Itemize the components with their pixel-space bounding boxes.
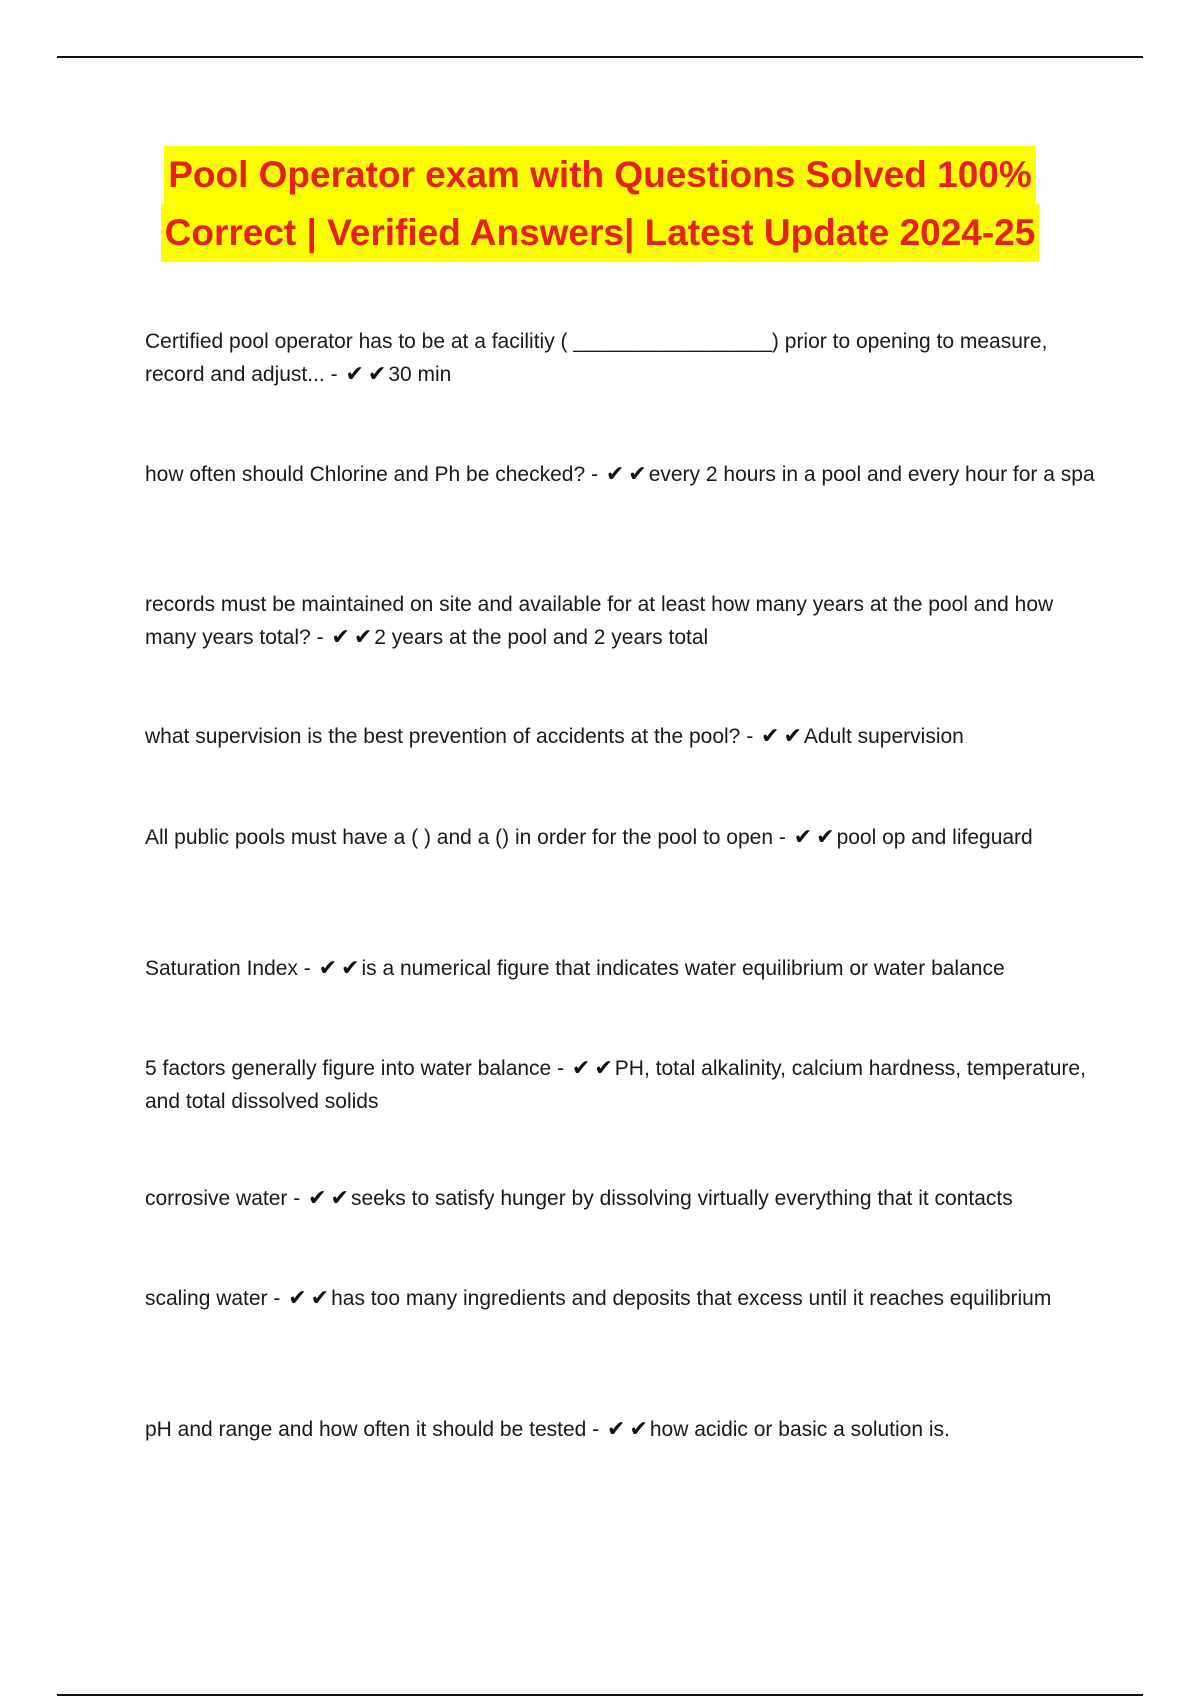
checkmark-icon: ✔ bbox=[607, 1417, 626, 1442]
answer-text: has too many ingredients and deposits that excess until it reaches equilibrium bbox=[331, 1287, 1052, 1310]
question-text: how often should Chlorine and Ph be checked? bbox=[145, 463, 586, 486]
checkmark-icon: ✔ bbox=[628, 462, 647, 487]
checkmark-icon: ✔ bbox=[331, 625, 350, 650]
checkmark-icon: ✔ bbox=[345, 362, 364, 387]
qa-item: All public pools must have a ( ) and a () in order for the pool to open - ✔ ✔pool op and lifeguard bbox=[145, 821, 1095, 854]
answer-text: how acidic or basic a solution is. bbox=[649, 1418, 950, 1441]
question-text: scaling water bbox=[145, 1287, 268, 1310]
checkmark-icon: ✔ bbox=[367, 362, 387, 387]
qa-item: how often should Chlorine and Ph be checked? - ✔ ✔every 2 hours in a pool and every hour for a spa bbox=[145, 458, 1095, 491]
answer-text: 2 years at the pool and 2 years total bbox=[374, 626, 709, 649]
answer-text: 30 min bbox=[388, 363, 452, 386]
top-rule bbox=[57, 56, 1143, 58]
question-text: Saturation Index bbox=[145, 957, 298, 980]
qa-item: what supervision is the best prevention of accidents at the pool? - ✔ ✔Adult supervision bbox=[145, 720, 1095, 753]
question-text: All public pools must have a ( ) and a () in order for the pool to open bbox=[145, 826, 774, 849]
question-text: records must be maintained on site and available for at least how many years at the pool and how many years total? bbox=[145, 593, 1054, 649]
answer-text: Adult supervision bbox=[803, 725, 964, 748]
qa-item: scaling water - ✔ ✔has too many ingredients and deposits that excess until it reaches equilibrium bbox=[145, 1282, 1095, 1315]
checkmark-icon: ✔ bbox=[341, 956, 360, 981]
checkmark-icon: ✔ bbox=[629, 1417, 648, 1442]
question-text: Certified pool operator has to be at a facilitiy ( _________________) prior to opening to measure, record and adjust... bbox=[145, 330, 1048, 386]
checkmark-icon: ✔ bbox=[288, 1286, 307, 1311]
answer-text: is a numerical figure that indicates water equilibrium or water balance bbox=[361, 957, 1005, 980]
qa-item: Certified pool operator has to be at a facilitiy ( _________________) prior to opening to measure, record and adjust... - ✔ ✔30 min bbox=[145, 325, 1095, 391]
checkmark-icon: ✔ bbox=[308, 1186, 327, 1211]
question-text: what supervision is the best prevention of accidents at the pool? bbox=[145, 725, 741, 748]
title-line-1: Pool Operator exam with Questions Solved 100% bbox=[164, 146, 1036, 204]
checkmark-icon: ✔ bbox=[310, 1286, 330, 1311]
checkmark-icon: ✔ bbox=[353, 625, 373, 650]
checkmark-icon: ✔ bbox=[605, 462, 625, 487]
answer-text: pool op and lifeguard bbox=[836, 826, 1033, 849]
qa-item: corrosive water - ✔ ✔seeks to satisfy hunger by dissolving virtually everything that it contacts bbox=[145, 1182, 1095, 1215]
question-text: corrosive water bbox=[145, 1187, 288, 1210]
answer-text: every 2 hours in a pool and every hour for a spa bbox=[648, 463, 1095, 486]
checkmark-icon: ✔ bbox=[816, 825, 835, 850]
checkmark-icon: ✔ bbox=[330, 1186, 349, 1211]
checkmark-icon: ✔ bbox=[783, 724, 802, 749]
bottom-rule bbox=[57, 1694, 1143, 1696]
question-text: 5 factors generally figure into water balance bbox=[145, 1057, 552, 1080]
qa-item: Saturation Index - ✔ ✔is a numerical figure that indicates water equilibrium or water balance bbox=[145, 952, 1095, 985]
checkmark-icon: ✔ bbox=[761, 724, 780, 749]
qa-item: records must be maintained on site and available for at least how many years at the pool and how many years total? - ✔ ✔2 years at the pool and 2 years total bbox=[145, 588, 1095, 654]
title-line-2: Correct | Verified Answers| Latest Update 2024-25 bbox=[161, 204, 1040, 262]
answer-text: PH, total alkalinity, calcium hardness, temperature, and total dissolved solids bbox=[145, 1057, 1086, 1113]
checkmark-icon: ✔ bbox=[793, 825, 813, 850]
checkmark-icon: ✔ bbox=[318, 956, 338, 981]
question-text: pH and range and how often it should be tested bbox=[145, 1418, 587, 1441]
checkmark-icon: ✔ bbox=[594, 1056, 613, 1081]
qa-item: pH and range and how often it should be tested - ✔ ✔how acidic or basic a solution is. bbox=[145, 1413, 1095, 1446]
page-title bbox=[57, 146, 1143, 262]
answer-text: seeks to satisfy hunger by dissolving virtually everything that it contacts bbox=[350, 1187, 1013, 1210]
checkmark-icon: ✔ bbox=[571, 1056, 591, 1081]
qa-item: 5 factors generally figure into water balance - ✔ ✔PH, total alkalinity, calcium hardness, temperature, and total dissolved solids bbox=[145, 1052, 1095, 1118]
